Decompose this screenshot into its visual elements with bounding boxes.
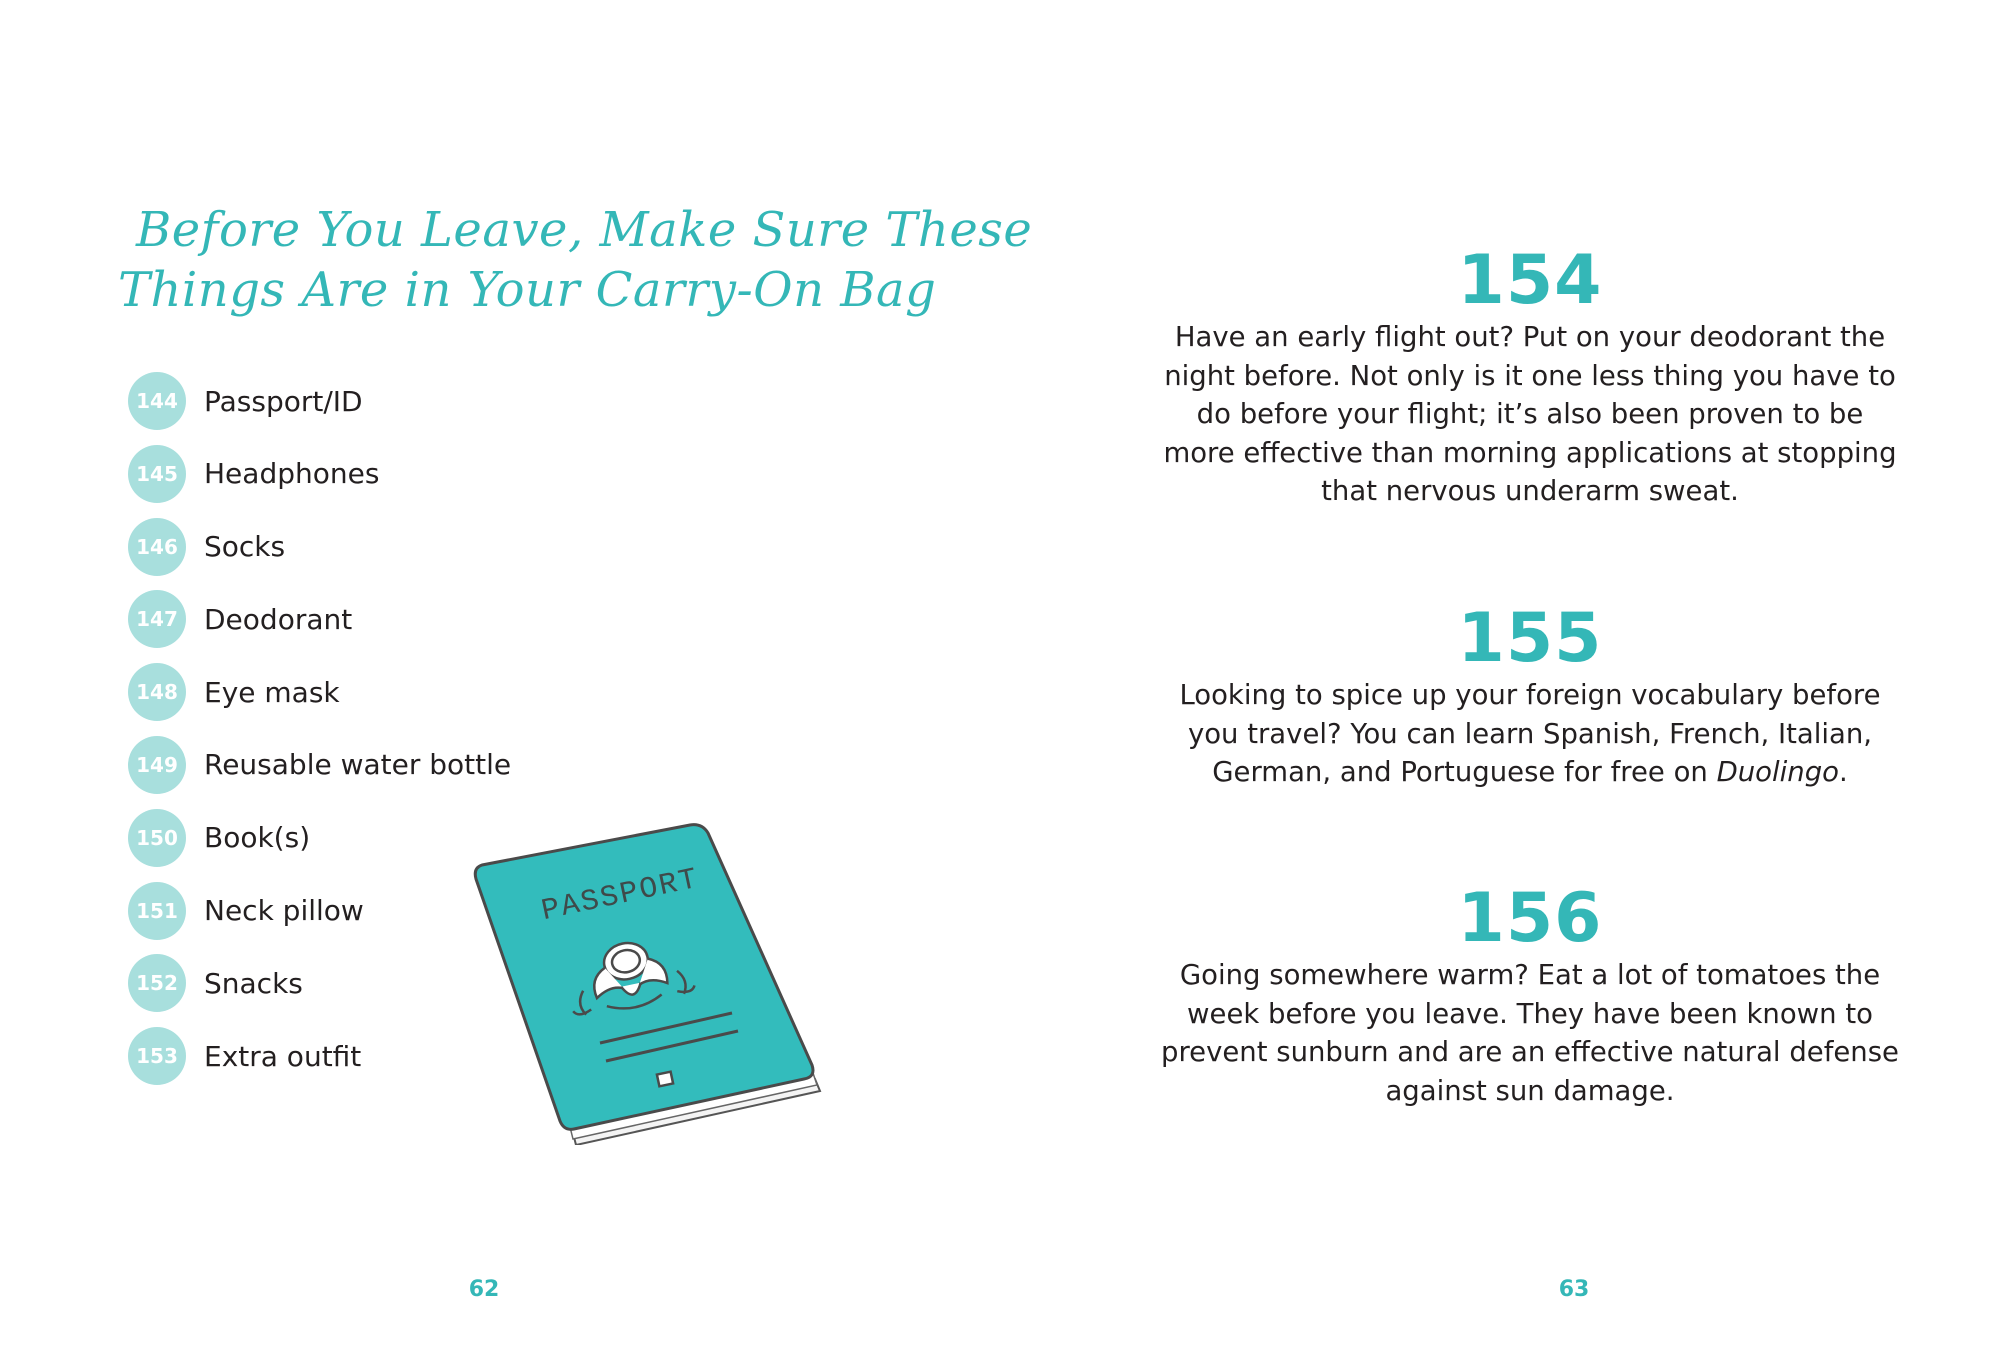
list-item — [128, 372, 511, 430]
list-item — [128, 954, 511, 1012]
item-label: Neck pillow — [204, 894, 364, 928]
passport-cover-text: PASSPORT — [538, 862, 703, 930]
list-item — [128, 1027, 511, 1085]
item-label: Book(s) — [204, 821, 311, 855]
list-item — [128, 736, 511, 794]
tip-number: 156 — [1457, 879, 1603, 958]
right-page — [1000, 0, 2000, 1363]
tip-text: Have an early flight out? Put on your deodorant the night before. Not only is it one less thing you have to do before your flight; it’s also been proven to be more effective than morning applications at stopping that nervous underarm sweat. — [1163, 321, 1897, 507]
tip-text-end: . — [1839, 756, 1848, 788]
item-label: Reusable water bottle — [204, 748, 512, 782]
checklist-heading — [118, 200, 1033, 320]
page-number: 63 — [1558, 1277, 1590, 1302]
tip-text-main: Looking to spice up your foreign vocabulary before you travel? You can learn Spanish, French, Italian, German, and Portuguese for free on — [1179, 679, 1881, 788]
tip-number: 154 — [1457, 241, 1603, 320]
passport-icon — [470, 815, 830, 1145]
item-number-badge: 145 — [128, 445, 186, 503]
list-item — [128, 882, 511, 940]
tip-text — [1160, 676, 1900, 792]
item-number-badge: 150 — [128, 809, 186, 867]
heading-line-2: Things Are in Your Carry-On Bag — [118, 262, 937, 318]
item-label: Headphones — [204, 457, 380, 491]
item-label: Socks — [204, 530, 286, 564]
item-number-badge: 149 — [128, 736, 186, 794]
item-number-badge: 147 — [128, 590, 186, 648]
tip-156 — [1160, 879, 1900, 1110]
carry-on-checklist — [128, 372, 511, 1100]
item-label: Extra outfit — [204, 1039, 362, 1073]
heading-line-1: Before You Leave, Make Sure These — [136, 202, 1033, 258]
list-item — [128, 445, 511, 503]
app-name: Duolingo — [1716, 756, 1839, 788]
list-item — [128, 590, 511, 648]
tip-number: 155 — [1457, 599, 1603, 678]
item-number-badge: 144 — [128, 372, 186, 430]
tip-154 — [1160, 241, 1900, 511]
tip-155 — [1160, 599, 1900, 792]
item-number-badge: 148 — [128, 663, 186, 721]
page-number: 62 — [468, 1277, 500, 1302]
item-label: Snacks — [204, 966, 303, 1000]
item-number-badge: 153 — [128, 1027, 186, 1085]
item-number-badge: 152 — [128, 954, 186, 1012]
item-label: Eye mask — [204, 675, 340, 709]
list-item — [128, 663, 511, 721]
tip-text: Going somewhere warm? Eat a lot of tomatoes the week before you leave. They have been known to prevent sunburn and are an effective natural defense against sun damage. — [1161, 959, 1899, 1107]
item-label: Passport/ID — [204, 384, 363, 418]
list-item — [128, 809, 511, 867]
item-number-badge: 146 — [128, 518, 186, 576]
list-item — [128, 518, 511, 576]
item-label: Deodorant — [204, 602, 353, 636]
item-number-badge: 151 — [128, 882, 186, 940]
